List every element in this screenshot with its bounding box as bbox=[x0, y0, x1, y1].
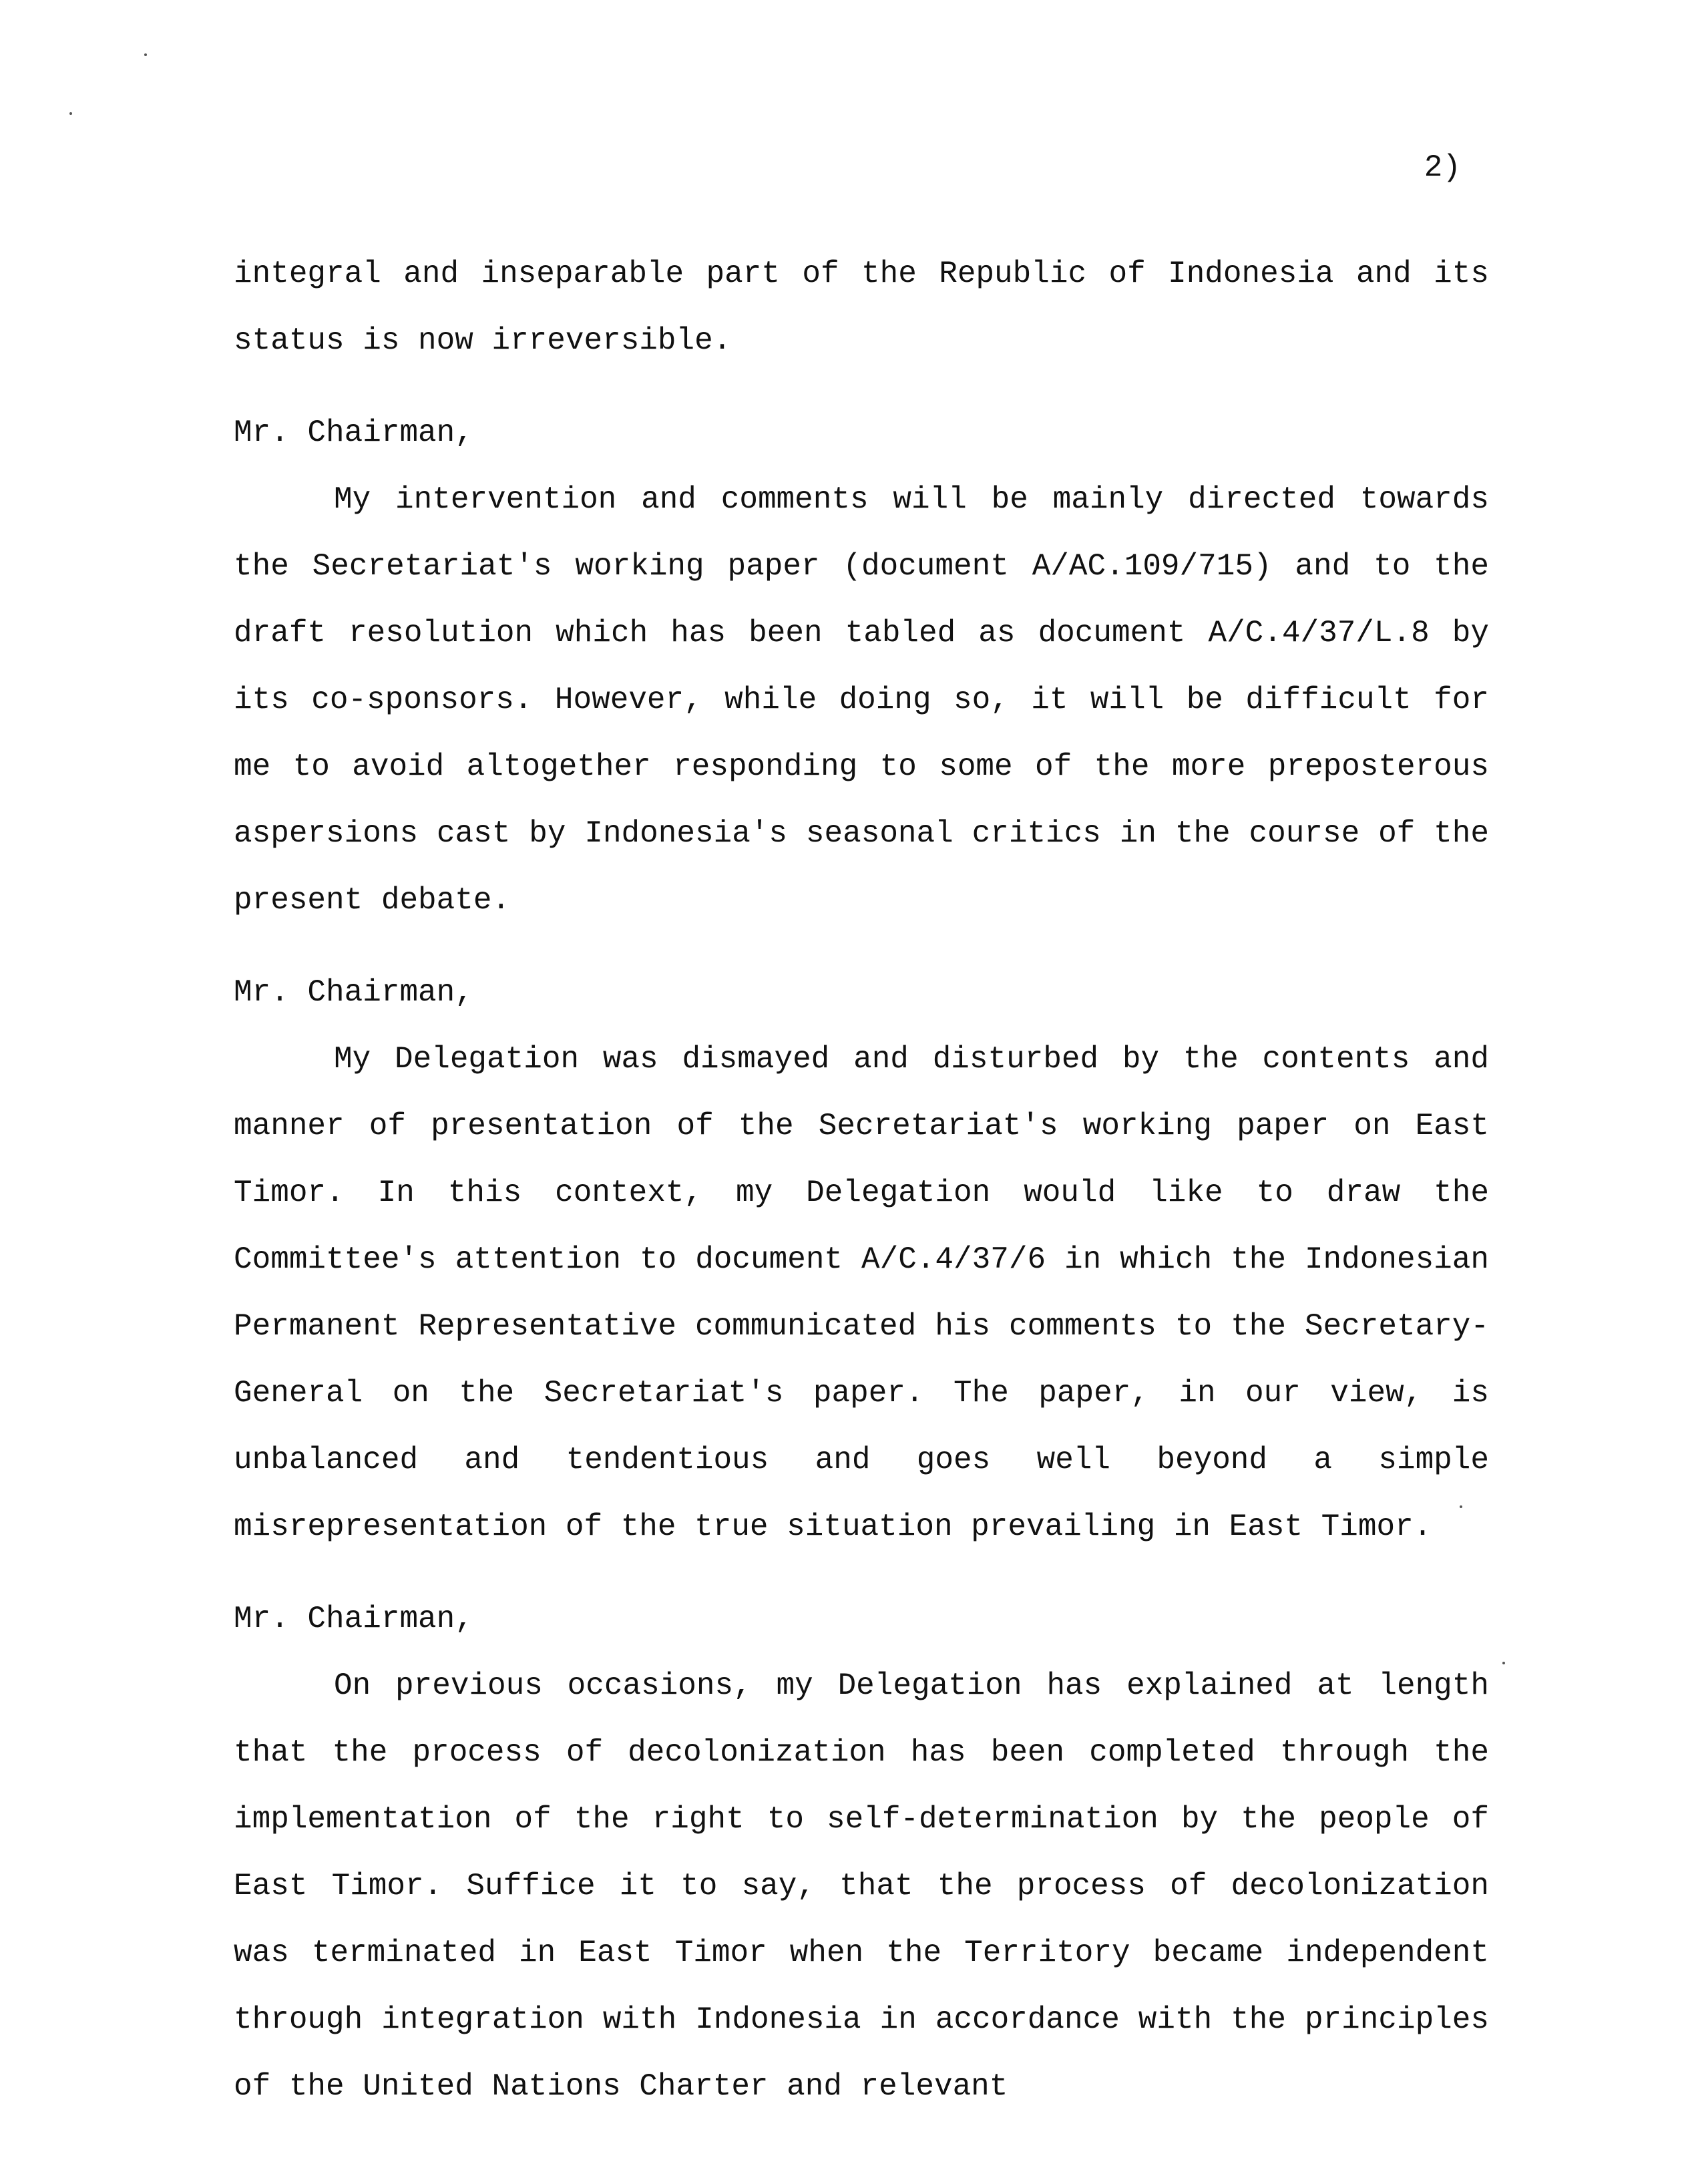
scan-speck bbox=[144, 53, 147, 56]
document-body bbox=[234, 240, 1489, 2120]
scan-speck bbox=[1460, 1505, 1462, 1508]
lead-paragraph: integral and inseparable part of the Republic of Indonesia and its status is now irreversible. bbox=[234, 256, 1489, 358]
paragraph-decolonization: On previous occasions, my Delegation has explained at length that the process of decolonization has been completed through the implementation of the right to self-determination by the people of East Timor. Suffice it to say, that the process of decolonization was terminated in East Timor when the Territory became independent through integration with Indonesia in accordance with the principles of the United Nations Charter and relevant bbox=[234, 1668, 1489, 2104]
paragraph-working-paper: My Delegation was dismayed and disturbed by the contents and manner of presentation of the Secretariat's working paper on East Timor. In this context, my Delegation would like to draw the Committee's attention to document A/C.4/37/6 in which the Indonesian Permanent Representative communicated his comments to the Secretary-General on the Secretariat's paper. The paper, in our view, is unbalanced and tendentious and goes well beyond a simple misrepresentation of the true situation prevailing in East Timor. bbox=[234, 1042, 1489, 1544]
scan-speck bbox=[69, 112, 72, 115]
page-number: 2) bbox=[1424, 150, 1461, 185]
paragraph-intervention: My intervention and comments will be mainly directed towards the Secretariat's working paper (document A/AC.109/715) and to the draft resolution which has been tabled as document A/C.4/37/L.8 by its co-sponsors. However, while doing so, it will be difficult for me to avoid altogether responding to some of the more preposterous aspersions cast by Indonesia's seasonal critics in the course of the present debate. bbox=[234, 482, 1489, 918]
scan-speck bbox=[1502, 1662, 1505, 1664]
salutation: Mr. Chairman, bbox=[234, 975, 473, 1010]
salutation: Mr. Chairman, bbox=[234, 415, 473, 450]
salutation: Mr. Chairman, bbox=[234, 1602, 473, 1636]
